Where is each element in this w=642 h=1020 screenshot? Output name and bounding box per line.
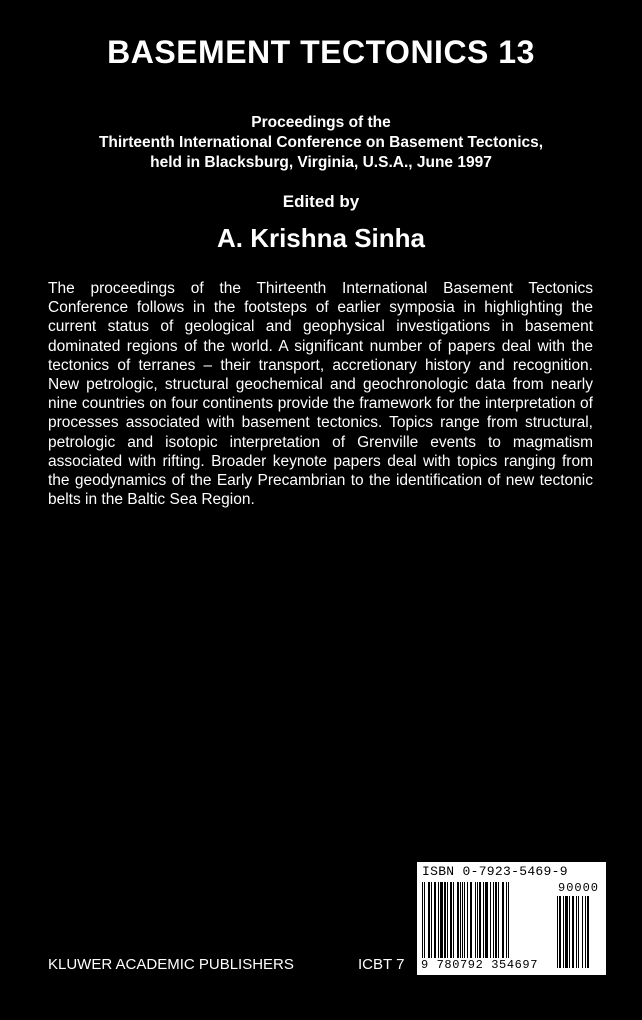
barcode-bar [576,896,577,968]
barcode-bar [508,882,509,968]
barcode-bar [457,882,459,968]
barcode-bar [506,882,507,968]
barcode-bar [467,882,468,968]
barcode-bar [450,882,452,968]
publisher-name: KLUWER ACADEMIC PUBLISHERS [48,956,294,973]
barcode-bar [422,882,423,968]
barcode-bar [462,882,463,968]
barcode-bar [582,896,583,968]
book-description: The proceedings of the Thirteenth International Basement Tectonics Conference follows in the footsteps of earlier symposia in highlighting the current status of geological and geophysical investigations in basement dominated regions of the world. A significant number of papers deal with the tectonics of terranes – their transport, accretionary history and recognition. New petrologic, structural geochemical and geochronologic data from nearly nine countries on four continents provide the framework for the interpretation of processes associated with basement tectonics. Topics range from structural, petrologic and isotopic interpretation of Grenville events to magmatism associated with rifting. Broader keynote papers deal with topics ranging from the geodynamics of the Early Precambrian to the identification of new tectonic belts in the Baltic Sea Region. [48,280,593,509]
barcode-bar [485,882,488,968]
barcode-bar [477,882,478,968]
barcode-bar [557,896,558,968]
barcode-bar [431,882,432,968]
barcode-bar [565,896,568,968]
barcode-bar [475,882,476,968]
barcode-bar [587,896,589,968]
barcode-bar [585,896,586,968]
barcode-bar [493,882,494,968]
addon-barcode-bars [557,896,601,968]
barcode-bar [438,882,439,968]
proceedings-line-1: Proceedings of the [251,114,391,131]
barcode-bar [578,896,579,968]
edited-by-label: Edited by [282,192,360,211]
barcode-bar [447,882,448,968]
ean-barcode-bars [422,882,554,968]
editor-name: A. Krishna Sinha [216,223,426,253]
barcode-bar [490,882,491,968]
barcode-bar [479,882,481,968]
barcode-bar [559,896,561,968]
barcode-bar [498,882,499,968]
barcode-bar [569,896,570,968]
barcode-bar [460,882,461,968]
barcode-bar [424,882,425,968]
barcode-bar [470,882,472,968]
barcode-bar [453,882,454,968]
barcode-bar [572,896,574,968]
barcode-bar [464,882,465,968]
barcode-bar [483,882,484,968]
isbn-barcode [417,862,606,975]
proceedings-subtitle [0,113,642,173]
barcode-bar [440,882,443,968]
barcode-bar [563,896,564,968]
barcode-bar [502,882,504,968]
isbn-label: ISBN 0-7923-5469-9 [422,864,568,879]
proceedings-line-2: Thirteenth International Conference on Basement Tectonics, [98,134,544,151]
barcode-bar [428,882,430,968]
barcode-bar [495,882,497,968]
book-title: BASEMENT TECTONICS 13 [107,34,535,70]
barcode-bar [444,882,446,968]
barcode-bar [434,882,436,968]
proceedings-line-3: held in Blacksburg, Virginia, U.S.A., June 1997 [150,154,492,171]
ean-digits: 9 780792 354697 [421,958,539,972]
series-code: ICBT 7 [358,956,405,973]
barcode-addon-digits: 90000 [558,881,600,895]
